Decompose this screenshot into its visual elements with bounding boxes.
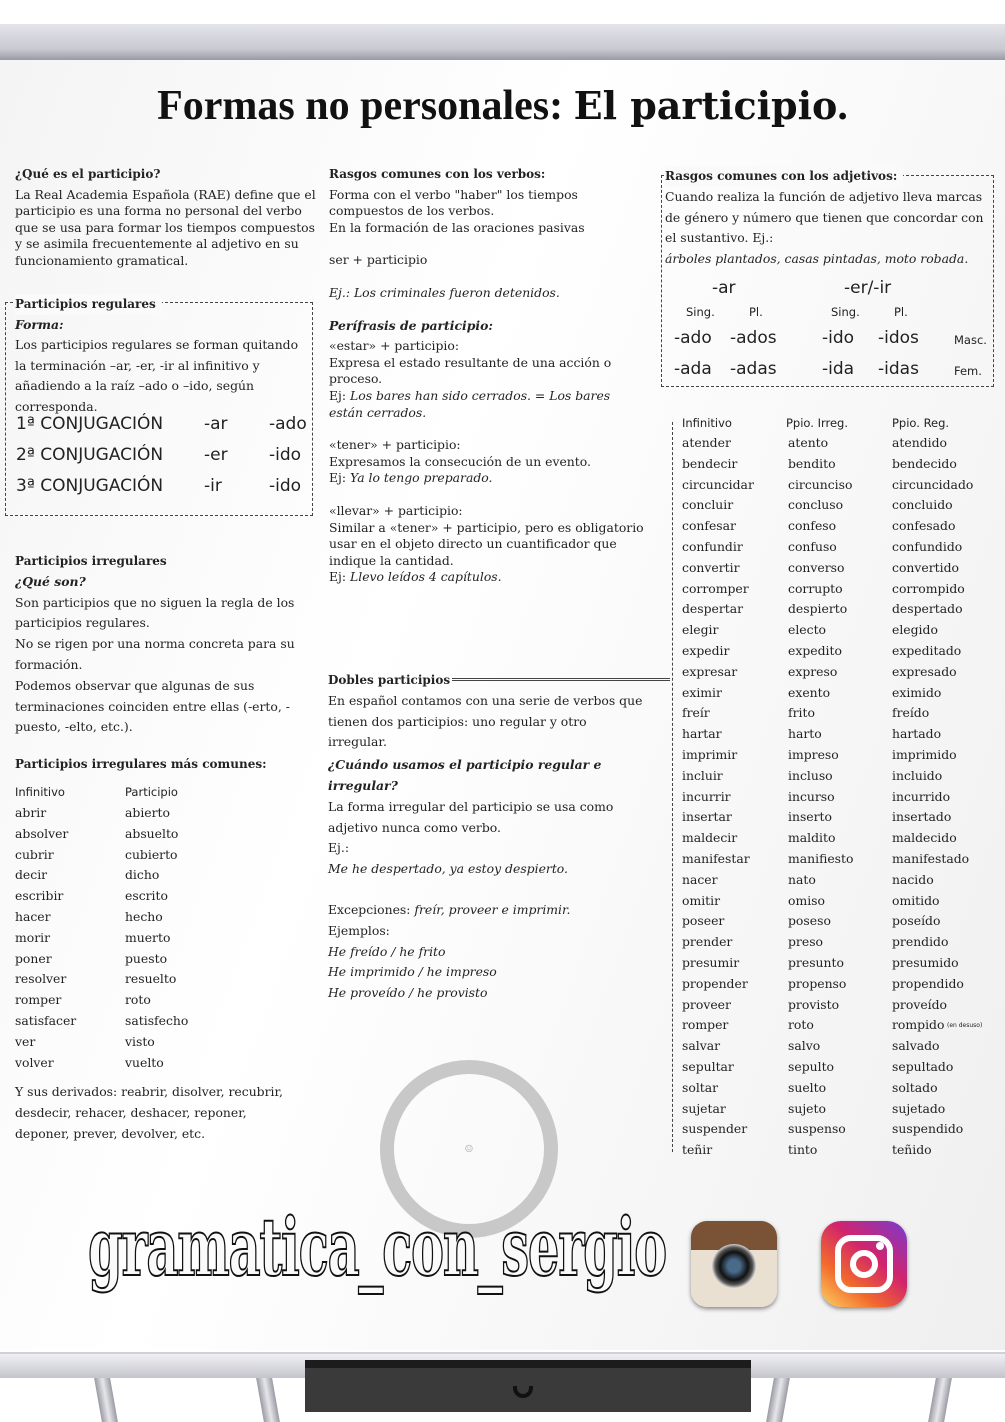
irregular-participle: preso [788, 934, 824, 950]
infinitive: nacer [682, 871, 718, 887]
paragraph: En la formación de las oraciones pasivas [329, 219, 585, 235]
infinitive: cubrir [15, 846, 54, 862]
irregular-participle: salvo [788, 1038, 821, 1054]
adjective-ending: -ada [674, 359, 712, 379]
infinitive: romper [682, 1017, 729, 1033]
participle-ending: -ido [269, 445, 302, 465]
participle: satisfecho [125, 1013, 189, 1028]
infinitive: proveer [682, 996, 731, 1012]
irregular-participle: despierto [788, 601, 848, 617]
infinitive: insertar [682, 809, 732, 825]
infinitive-ending: -er [204, 445, 228, 465]
irregular-participle: sujeto [788, 1100, 826, 1116]
formula: ser + participio [329, 252, 428, 268]
regular-participle: bendecido [892, 455, 957, 471]
infinitive: confundir [682, 539, 743, 554]
regular-participle: presumido [892, 955, 959, 970]
infinitive: despertar [682, 601, 744, 617]
infinitive: prender [682, 934, 733, 950]
subheading: ¿Qué son? [15, 573, 86, 589]
regular-participle: soltado [892, 1079, 938, 1095]
example: árboles plantados, casas pintadas, moto robada. [665, 251, 969, 267]
regular-participle: manifestado [892, 851, 970, 866]
infinitive: propender [682, 975, 748, 991]
formula: «tener» + participio: [329, 437, 461, 453]
irregular-participle: presunto [788, 955, 844, 970]
regular-participle: proveído [892, 996, 948, 1012]
paragraph: Expresamos la consecución de un evento. [329, 453, 591, 469]
infinitive: convertir [682, 559, 740, 575]
regular-participle: omitido [892, 892, 940, 908]
infinitive: eximir [682, 684, 722, 700]
infinitive: suspender [682, 1121, 748, 1137]
derivados-text: Y sus derivados: reabrir, disolver, recubrir, desdecir, rehacer, deshacer, reponer, deponer, prever, devolver, etc. [15, 1084, 283, 1141]
example: Ej: Los bares han sido cerrados. = Los bares están cerrados. [329, 387, 611, 420]
infinitive: volver [15, 1054, 54, 1070]
regular-participle: teñido [892, 1142, 932, 1158]
gramatica-con-sergio-seal: ☺ [380, 1060, 558, 1238]
paragraph: Similar a «tener» + participio, pero es obligatorio usar en el objeto directo un cuantificador que indique la cantidad. [329, 519, 644, 568]
adjective-ending: -adas [730, 359, 777, 379]
section-text: La Real Academia Española (RAE) define que el participio es una forma no personal del verbo que se usa para formar los tiempos compuestos y se asimila frecuentemente al adjetivo en su funcionamiento gramatical. [15, 186, 316, 268]
conjugation-label: 3ª CONJUGACIÓN [16, 476, 164, 496]
group-label: -er/-ir [844, 278, 892, 298]
section-heading: Rasgos comunes con los verbos: [329, 167, 546, 181]
irregular-participle: suspenso [788, 1121, 846, 1137]
formula: «estar» + participio: [329, 338, 460, 354]
example: Ej.: Los criminales fueron detenidos. [329, 284, 560, 300]
infinitive: concluir [682, 497, 734, 513]
irregular-participle: expedito [788, 643, 842, 658]
instagram-old-icon [691, 1221, 777, 1307]
participle: resuelto [125, 971, 177, 987]
irregular-participle: poseso [788, 913, 831, 929]
exceptions: Excepciones: freír, proveer e imprimir. [328, 901, 571, 917]
infinitive: presumir [682, 955, 740, 970]
irregular-participle: omiso [788, 892, 825, 908]
regular-participle: concluido [892, 497, 953, 513]
irregular-participle: tinto [788, 1142, 818, 1158]
infinitive: confesar [682, 518, 736, 534]
conjugation-label: 1ª CONJUGACIÓN [16, 414, 164, 434]
adjective-ending: -idas [878, 359, 919, 379]
irregular-participle: exento [788, 684, 831, 700]
regular-participle: atendido [892, 435, 947, 450]
regular-participle: corrompido [892, 580, 965, 596]
infinitive: abrir [15, 805, 47, 820]
regular-participle: convertido [892, 559, 959, 575]
pl-label: Pl. [894, 305, 908, 319]
infinitive: hartar [682, 726, 722, 742]
paragraph: Podemos observar que algunas de sus terminaciones coinciden entre ellas (-erto, -puesto, -elto, etc.). [15, 677, 290, 735]
infinitive: escribir [15, 888, 64, 904]
easel-leg [928, 1378, 952, 1422]
infinitive: incurrir [682, 788, 731, 804]
regular-participle: sepultado [892, 1059, 954, 1074]
infinitive: poseer [682, 913, 725, 929]
irregular-participle: incluso [788, 767, 833, 783]
infinitive: corromper [682, 580, 749, 596]
regular-participle: hartado [892, 726, 942, 742]
regular-participle: suspendido [892, 1121, 964, 1137]
irregular-participle: electo [788, 622, 827, 638]
regular-participle: expresado [892, 663, 957, 679]
subheading: Forma: [15, 316, 64, 332]
infinitive: circuncidar [682, 476, 754, 492]
infinitive: bendecir [682, 455, 738, 471]
irregular-participle: expreso [788, 663, 838, 679]
paragraph: Forma con el verbo "haber" los tiempos compuestos de los verbos. [329, 186, 578, 219]
regular-participle: nacido [892, 871, 934, 887]
regular-participle: insertado [892, 809, 952, 825]
column-header: Ppio. Irreg. [786, 416, 848, 430]
verbos-section [329, 166, 644, 586]
irregular-participle: confeso [788, 518, 837, 534]
question: ¿Cuándo usamos el participio regular e irregular? [328, 757, 602, 793]
irregular-participle: provisto [788, 996, 840, 1012]
infinitive-ending: -ir [204, 476, 222, 496]
participle: hecho [125, 909, 163, 924]
group-label: -ar [712, 278, 736, 298]
irregular-participle: impreso [788, 747, 839, 762]
regular-participle: sujetado [892, 1100, 946, 1116]
easel-leg [256, 1378, 280, 1422]
paragraph: No se rigen por una norma concreta para su formación. [15, 636, 295, 672]
irregular-participle: confuso [788, 539, 837, 554]
section-heading: Rasgos comunes con los adjetivos: [665, 166, 903, 187]
infinitive-ending: -ar [204, 414, 228, 434]
regular-participle: prendido [892, 934, 949, 950]
regular-participle: propendido [892, 975, 964, 991]
regular-participle: incurrido [892, 788, 951, 804]
example: Me he despertado, ya estoy despierto. [328, 861, 568, 877]
infinitive: sepultar [682, 1059, 734, 1074]
paragraph: Cuando realiza la función de adjetivo lleva marcas de género y número que tienen que concordar con el sustantivo. Ej.: [665, 188, 984, 246]
regular-participle: poseído [892, 913, 941, 929]
participle: escrito [125, 888, 168, 904]
desuso-note: (en desuso) [947, 1022, 983, 1029]
infinitive: elegir [682, 622, 719, 638]
irregular-participle: sepulto [788, 1059, 835, 1074]
irregular-participle: nato [788, 871, 816, 887]
irregular-participle: harto [788, 726, 822, 742]
instagram-icon [821, 1221, 907, 1307]
infinitive: omitir [682, 892, 721, 908]
infinitive: poner [15, 950, 52, 966]
participle: dicho [125, 867, 160, 883]
regular-participle: despertado [892, 601, 963, 617]
regular-participle: maldecido [892, 830, 957, 846]
participle: cubierto [125, 846, 178, 862]
example: He imprimido / he impreso [328, 964, 497, 980]
paragraph: Son participios que no siguen la regla de los participios regulares. [15, 594, 295, 631]
section-heading: Dobles participios [328, 673, 451, 687]
regulares-section [15, 294, 310, 417]
section-heading: Participios irregulares [15, 554, 167, 568]
irregular-participle: circunciso [788, 476, 853, 492]
irregular-participle: incurso [788, 788, 835, 804]
participle: visto [125, 1033, 155, 1049]
sing-label: Sing. [686, 305, 715, 319]
infinitive: imprimir [682, 747, 738, 762]
sing-label: Sing. [831, 305, 860, 319]
participle: puesto [125, 950, 168, 966]
irregular-participle: roto [788, 1017, 814, 1033]
formula: «llevar» + participio: [329, 502, 463, 518]
infinitive: satisfacer [15, 1013, 77, 1028]
section-heading: ¿Qué es el participio? [15, 167, 161, 181]
page-title: Formas no personales: El participio. [157, 83, 848, 129]
infinitive: manifestar [682, 851, 750, 866]
handle-logo: gramatica_con_sergio [88, 1200, 667, 1294]
adjective-ending: -ados [730, 328, 777, 348]
conjugation-label: 2ª CONJUGACIÓN [16, 445, 164, 465]
infinitive: decir [15, 867, 48, 883]
infinitive: teñir [682, 1142, 713, 1158]
participle: muerto [125, 929, 171, 945]
participle: vuelto [125, 1054, 164, 1070]
dobles-section [328, 670, 643, 1004]
participle: roto [125, 992, 151, 1008]
infinitive: expedir [682, 643, 730, 658]
adjective-ending: -ido [822, 328, 855, 348]
example: Ej: Ya lo tengo preparado. [329, 470, 493, 486]
irregular-participle: atento [788, 435, 829, 450]
infinitive: incluir [682, 767, 723, 783]
section-text: Los participios regulares se forman quitando la terminación –ar, -er, -ir al infinitivo y añadiendo a la raíz –ado o –ido, según corresponda. [15, 337, 299, 414]
regular-participle: eximido [892, 684, 942, 700]
example: He proveído / he provisto [328, 985, 488, 1001]
irregular-participle: inserto [788, 809, 832, 825]
irregular-participle: concluso [788, 497, 844, 513]
infinitive: hacer [15, 909, 51, 924]
infinitive: soltar [682, 1079, 719, 1095]
participle-ending: -ado [269, 414, 307, 434]
participle: abierto [125, 805, 170, 820]
regular-participle: confesado [892, 518, 956, 534]
participle: absuelto [125, 825, 179, 841]
irregular-participle: converso [788, 559, 845, 575]
infinitive: salvar [682, 1038, 721, 1054]
irregular-participle: manifiesto [788, 851, 854, 866]
example-label: Ej.: [328, 840, 349, 856]
regular-participle: salvado [892, 1038, 940, 1054]
regular-participle: freído [892, 705, 930, 721]
example: Ej: Llevo leídos 4 capítulos. [329, 569, 502, 585]
paragraph: La forma irregular del participio se usa como adjetivo nunca como verbo. [328, 798, 614, 835]
infinitive: romper [15, 992, 62, 1008]
irregular-participle: frito [788, 705, 815, 721]
examples-label: Ejemplos: [328, 922, 390, 938]
column-header: Ppio. Reg. [892, 416, 950, 430]
board-top-frame [0, 24, 1005, 60]
adjetivos-section [665, 166, 985, 270]
section-heading: Participios regulares [15, 294, 162, 315]
infinitive: absolver [15, 825, 69, 841]
masc-label: Masc. [954, 333, 987, 347]
fem-label: Fem. [954, 364, 982, 378]
regular-participle: elegido [892, 622, 938, 638]
irregular-participle: corrupto [788, 580, 843, 596]
section-heading: Perífrasis de participio: [329, 317, 493, 333]
irregulares-section [15, 551, 305, 738]
column-header: Infinitivo [15, 785, 65, 799]
participle-ending: -ido [269, 476, 302, 496]
column-header: Infinitivo [682, 416, 732, 430]
regular-participle: circuncidado [892, 476, 974, 492]
irregular-participle: bendito [788, 455, 836, 471]
que-es-section [15, 166, 317, 270]
paragraph: Expresa el estado resultante de una acción o proceso. [329, 354, 612, 387]
infinitive: ver [15, 1033, 36, 1049]
irregular-participle: suelto [788, 1079, 827, 1095]
adjective-ending: -ado [674, 328, 712, 348]
paragraph: En español contamos con una serie de verbos que tienen dos participios: uno regular y otro irregular. [328, 692, 643, 750]
irregular-participle: propenso [788, 975, 847, 991]
regular-participle: imprimido [892, 747, 957, 762]
infinitive: maldecir [682, 830, 738, 846]
easel-leg [94, 1378, 118, 1422]
infinitive: resolver [15, 971, 67, 987]
regular-participle: rompido [892, 1017, 945, 1033]
section-heading: Participios irregulares más comunes: [15, 757, 267, 771]
regular-participle: confundido [892, 539, 963, 554]
infinitive: expresar [682, 663, 738, 679]
regular-participle: expeditado [892, 643, 962, 658]
dobles-table-divider [672, 422, 673, 1152]
column-header: Participio [125, 785, 178, 799]
infinitive: morir [15, 929, 51, 945]
easel-leg [766, 1378, 790, 1422]
regular-participle: incluido [892, 767, 943, 783]
infinitive: atender [682, 435, 731, 450]
example: He freído / he frito [328, 943, 446, 959]
adjective-ending: -ida [822, 359, 855, 379]
infinitive: sujetar [682, 1100, 726, 1116]
irregular-participle: maldito [788, 830, 836, 846]
adjective-ending: -idos [878, 328, 919, 348]
pl-label: Pl. [749, 305, 763, 319]
infinitive: freír [682, 705, 710, 721]
projector-box [305, 1360, 751, 1412]
